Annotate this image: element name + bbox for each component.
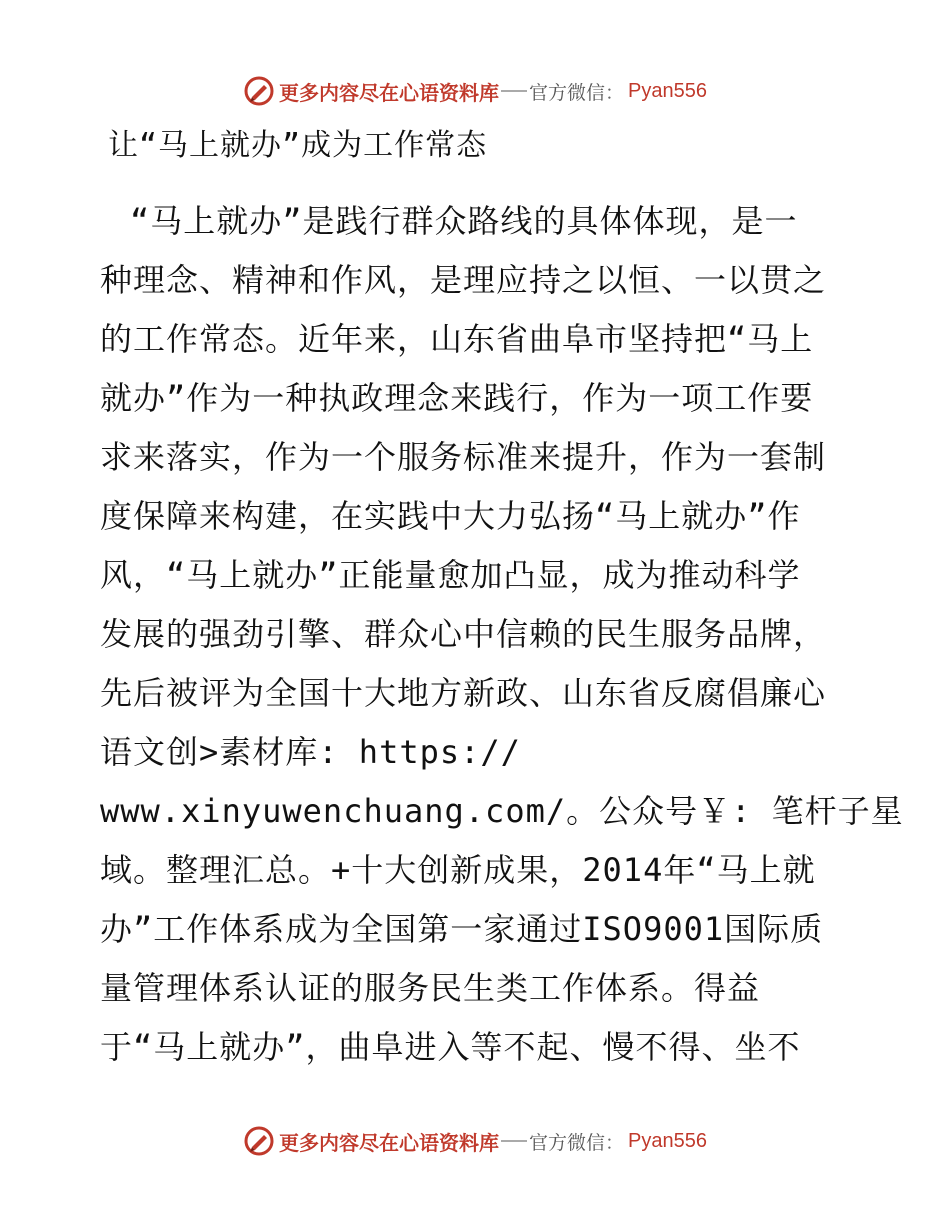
body-line: “马上就办”是践行群众路线的具体体现，是一 bbox=[130, 202, 798, 240]
document-body bbox=[100, 196, 904, 1081]
banner-brand-text: 更多内容尽在心语资料库 bbox=[279, 1130, 499, 1155]
banner-divider bbox=[501, 90, 527, 92]
body-line: 量管理体系认证的服务民生类工作体系。得益 bbox=[100, 969, 761, 1007]
body-line: 就办”作为一种执政理念来践行，作为一项工作要 bbox=[100, 379, 814, 417]
body-line: 先后被评为全国十大地方新政、山东省反腐倡廉心 bbox=[100, 674, 827, 712]
banner-wechat-id: Pyan556 bbox=[628, 79, 707, 102]
pen-nib-logo-icon bbox=[243, 1125, 275, 1157]
banner-wechat-id: Pyan556 bbox=[628, 1129, 707, 1152]
body-line: 语文创>素材库: https:// bbox=[100, 733, 521, 771]
document-title: 让“马上就办”成为工作常态 bbox=[108, 128, 488, 163]
body-line: 于“马上就办”，曲阜进入等不起、慢不得、坐不 bbox=[100, 1028, 801, 1066]
banner-official-text: 官方微信 bbox=[529, 81, 606, 104]
body-line: www.xinyuwenchuang.com/。公众号￥: 笔杆子星 bbox=[100, 792, 904, 830]
pen-nib-logo-icon bbox=[243, 75, 275, 107]
body-line: 风，“马上就办”正能量愈加凸显，成为推动科学 bbox=[100, 556, 801, 594]
body-line: 的工作常态。近年来，山东省曲阜市坚持把“马上 bbox=[100, 320, 814, 358]
body-line: 域。整理汇总。+十大创新成果，2014年“马上就 bbox=[100, 851, 816, 889]
banner-brand-text: 更多内容尽在心语资料库 bbox=[279, 80, 499, 105]
body-line: 度保障来构建，在实践中大力弘扬“马上就办”作 bbox=[100, 497, 801, 535]
body-line: 种理念、精神和作风，是理应持之以恒、一以贯之 bbox=[100, 261, 827, 299]
banner-official-text: 官方微信 bbox=[529, 1131, 606, 1154]
banner-divider bbox=[501, 1140, 527, 1142]
body-line: 求来落实，作为一个服务标准来提升，作为一套制 bbox=[100, 438, 827, 476]
header-banner bbox=[0, 71, 950, 111]
footer-banner bbox=[0, 1121, 950, 1161]
banner-colon: ： bbox=[605, 1131, 625, 1154]
body-line: 发展的强劲引擎、群众心中信赖的民生服务品牌， bbox=[100, 615, 827, 653]
body-line: 办”工作体系成为全国第一家通过ISO9001国际质 bbox=[100, 910, 824, 948]
banner-colon: ： bbox=[605, 81, 625, 104]
